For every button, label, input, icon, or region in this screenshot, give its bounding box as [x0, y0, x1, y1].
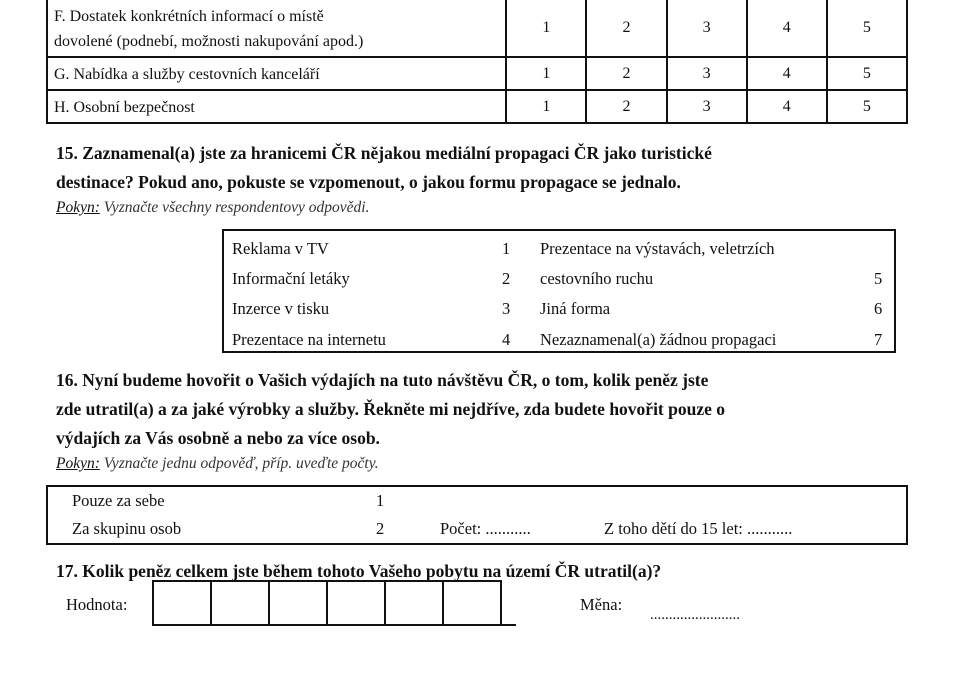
instruction-text: Vyznačte všechny respondentovy odpovědi. — [103, 199, 370, 216]
value-underline — [152, 624, 516, 626]
children-count-field[interactable]: Z toho dětí do 15 let: ........... — [604, 519, 793, 538]
value-input-cells[interactable] — [152, 580, 502, 626]
option-code[interactable]: 2 — [502, 269, 511, 288]
option-label[interactable]: Informační letáky — [232, 269, 350, 288]
scale-option[interactable]: 3 — [667, 57, 747, 90]
instruction-16 — [56, 455, 379, 473]
table-row — [47, 90, 907, 123]
question-16 — [56, 366, 916, 453]
option-code[interactable]: 3 — [502, 299, 511, 318]
option-code[interactable]: 4 — [502, 330, 511, 349]
scale-option[interactable]: 5 — [827, 90, 907, 123]
scale-option[interactable]: 4 — [747, 57, 827, 90]
question-15 — [56, 139, 916, 197]
value-label: Hodnota: — [66, 595, 128, 614]
digit-cell[interactable] — [326, 580, 386, 626]
question-text-line: zde utratil(a) a za jaké výrobky a služby. Řekněte mi nejdříve, zda budete hovořit pouze o — [56, 399, 726, 419]
question-text-line: destinace? Pokud ano, pokuste se vzpomenout, o jakou formu propagace se jednalo. — [56, 172, 681, 192]
option-label[interactable]: Reklama v TV — [232, 239, 329, 258]
q15-options-box — [222, 229, 896, 353]
question-text-line: výdajích za Vás osobně a nebo za více osob. — [56, 428, 380, 448]
question-17: 17. Kolik peněz celkem jste během tohoto Vašeho pobytu na území ČR utratil(a)? — [56, 561, 662, 581]
row-label-line: F. Dostatek konkrétních informací o místě — [54, 8, 324, 25]
digit-cell[interactable] — [384, 580, 444, 626]
scale-option[interactable]: 5 — [827, 0, 907, 57]
option-label[interactable]: Prezentace na výstavách, veletrzích — [540, 239, 775, 258]
option-code[interactable]: 6 — [874, 299, 883, 318]
option-code[interactable]: 2 — [376, 519, 385, 538]
option-label[interactable]: Jiná forma — [540, 299, 611, 318]
scale-option[interactable]: 2 — [586, 0, 666, 57]
option-code[interactable]: 1 — [502, 239, 511, 258]
scale-option[interactable]: 1 — [506, 0, 586, 57]
option-code[interactable]: 7 — [874, 330, 883, 349]
instruction-key: Pokyn: — [56, 199, 100, 216]
option-label[interactable]: Prezentace na internetu — [232, 330, 386, 349]
scale-option[interactable]: 1 — [506, 57, 586, 90]
row-label: G. Nabídka a služby cestovních kanceláří — [47, 57, 506, 90]
row-label — [47, 0, 506, 57]
scale-option[interactable]: 4 — [747, 0, 827, 57]
scale-option[interactable]: 1 — [506, 90, 586, 123]
instruction-key: Pokyn: — [56, 455, 100, 472]
table-row — [47, 57, 907, 90]
question-text-line: 15. Zaznamenal(a) jste za hranicemi ČR nějakou mediální propagaci ČR jako turistické — [56, 143, 712, 163]
q16-options-box — [46, 485, 908, 545]
option-label[interactable]: Pouze za sebe — [72, 491, 165, 510]
instruction-text: Vyznačte jednu odpověď, příp. uveďte počty. — [103, 455, 379, 472]
row-label: H. Osobní bezpečnost — [47, 90, 506, 123]
scale-option[interactable]: 5 — [827, 57, 907, 90]
option-code[interactable]: 1 — [376, 491, 385, 510]
instruction-15 — [56, 199, 369, 217]
currency-label: Měna: — [580, 595, 623, 614]
option-code[interactable]: 5 — [874, 269, 883, 288]
row-label-line: dovolené (podnebí, možnosti nakupování apod.) — [54, 33, 364, 50]
digit-cell[interactable] — [268, 580, 328, 626]
table-row — [47, 0, 907, 57]
scale-option[interactable]: 4 — [747, 90, 827, 123]
digit-cell[interactable] — [442, 580, 502, 626]
option-label[interactable]: Nezaznamenal(a) žádnou propagaci — [540, 330, 777, 349]
digit-cell[interactable] — [210, 580, 270, 626]
option-label[interactable]: Za skupinu osob — [72, 519, 182, 538]
count-field[interactable]: Počet: ........... — [440, 519, 531, 538]
option-label[interactable]: Inzerce v tisku — [232, 299, 330, 318]
digit-cell[interactable] — [152, 580, 212, 626]
scale-option[interactable]: 2 — [586, 90, 666, 123]
scale-option[interactable]: 3 — [667, 90, 747, 123]
scale-option[interactable]: 3 — [667, 0, 747, 57]
rating-table — [46, 0, 908, 124]
currency-field[interactable]: ........................ — [650, 607, 740, 623]
question-text-line: 16. Nyní budeme hovořit o Vašich výdajích na tuto návštěvu ČR, o tom, kolik peněz jste — [56, 370, 709, 390]
option-label[interactable]: cestovního ruchu — [540, 269, 654, 288]
scale-option[interactable]: 2 — [586, 57, 666, 90]
